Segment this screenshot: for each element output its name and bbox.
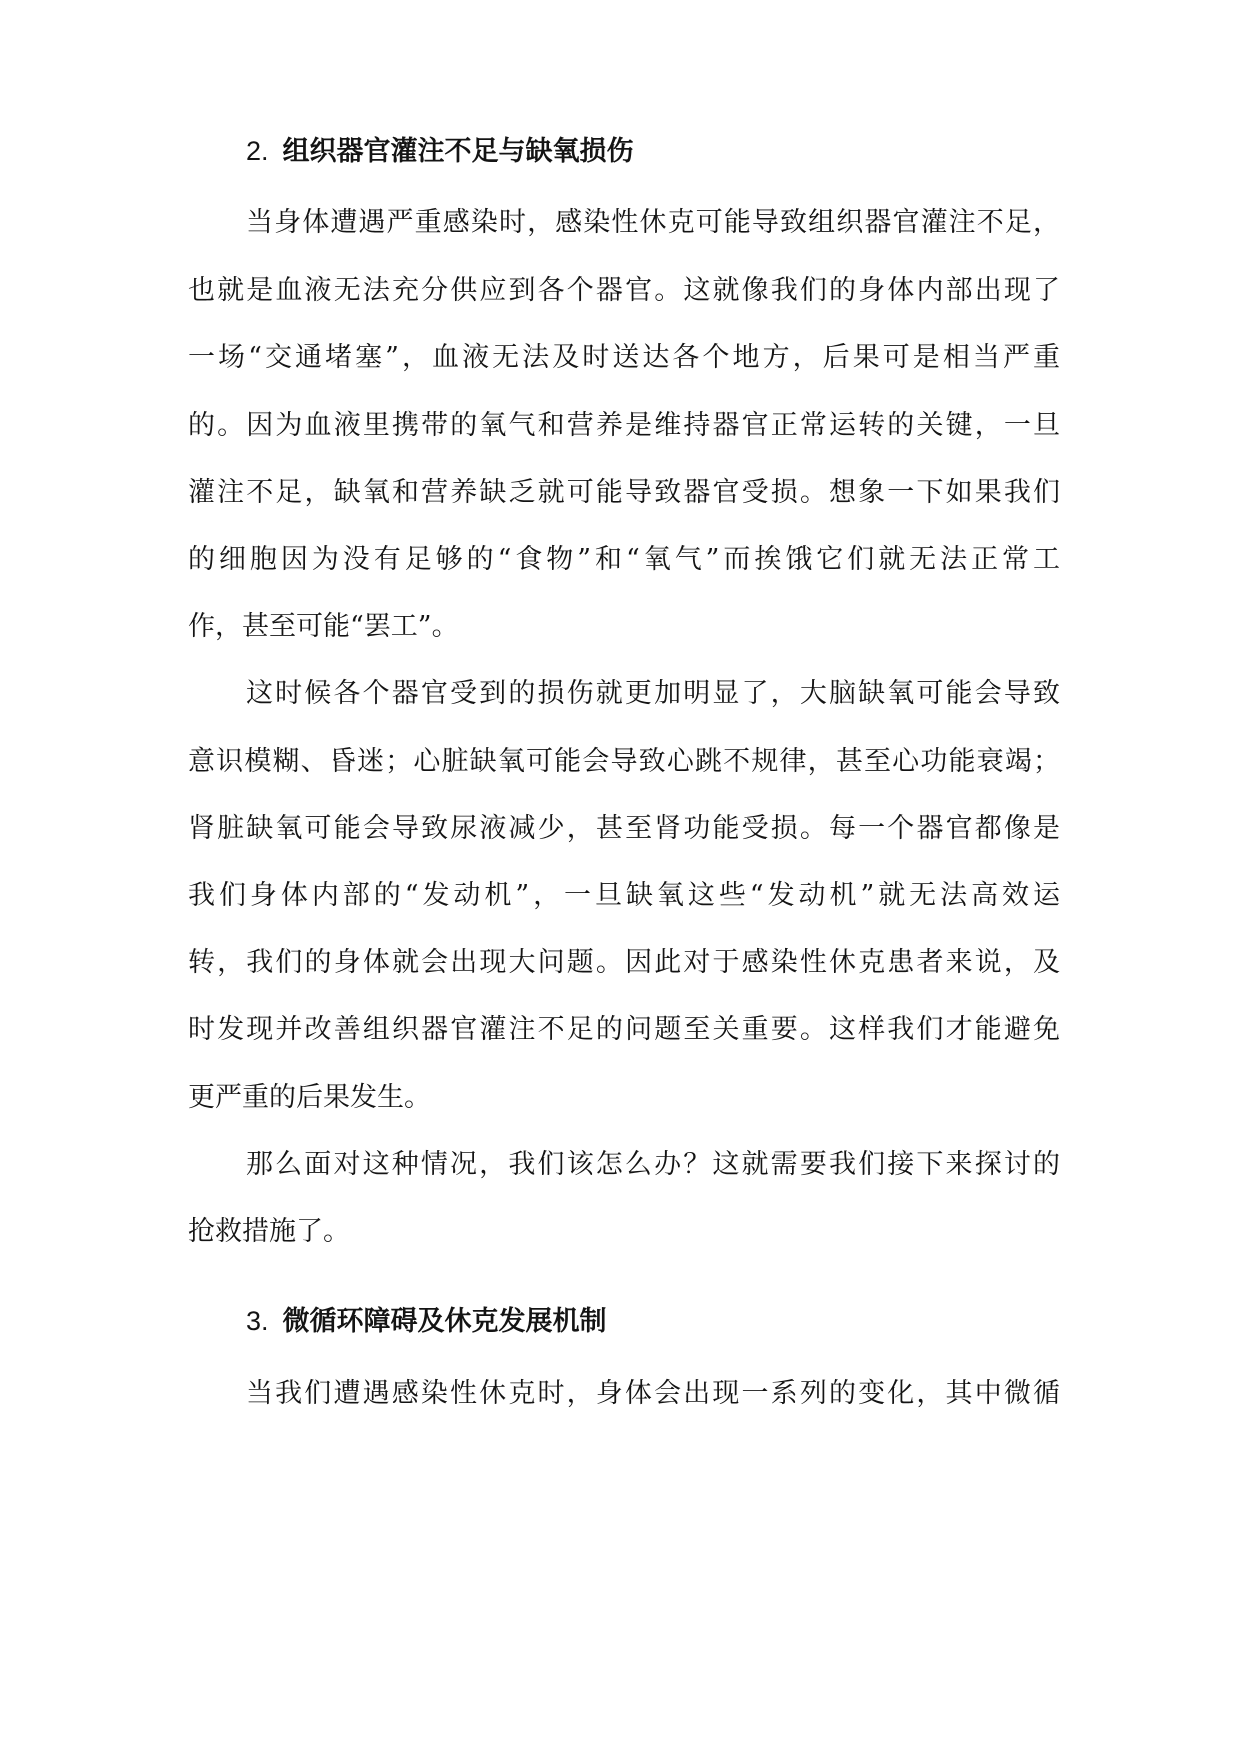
paragraph-line: 一场“交通堵塞”，血液无法及时送达各个地方，后果可是相当严重 [188,342,1060,373]
paragraph-line: 作，甚至可能“罢工”。 [188,611,459,642]
paragraph-line: 那么面对这种情况，我们该怎么办？这就需要我们接下来探讨的 [246,1149,1060,1180]
paragraph-line: 肾脏缺氧可能会导致尿液减少，甚至肾功能受损。每一个器官都像是 [188,813,1060,844]
paragraph-line: 意识模糊、昏迷；心脏缺氧可能会导致心跳不规律，甚至心功能衰竭； [188,746,1060,777]
paragraph-line: 的。因为血液里携带的氧气和营养是维持器官正常运转的关键，一旦 [188,410,1060,441]
paragraph-line: 灌注不足，缺氧和营养缺乏就可能导致器官受损。想象一下如果我们 [188,477,1060,508]
paragraph-line: 时发现并改善组织器官灌注不足的问题至关重要。这样我们才能避免 [188,1014,1060,1045]
paragraph-line: 当身体遭遇严重感染时，感染性休克可能导致组织器官灌注不足， [246,207,1060,238]
section-heading [246,1301,607,1342]
paragraph-line: 这时候各个器官受到的损伤就更加明显了，大脑缺氧可能会导致 [246,678,1060,709]
section-title: 组织器官灌注不足与缺氧损伤 [282,136,634,167]
section-heading [246,131,634,172]
section-number: 2. [246,136,269,166]
paragraph-line: 也就是血液无法充分供应到各个器官。这就像我们的身体内部出现了 [188,275,1060,306]
paragraph-line: 转，我们的身体就会出现大问题。因此对于感染性休克患者来说，及 [188,947,1060,978]
section-title: 微循环障碍及休克发展机制 [282,1306,607,1337]
paragraph-line: 的细胞因为没有足够的“食物”和“氧气”而挨饿它们就无法正常工 [188,544,1060,575]
paragraph-line: 更严重的后果发生。 [188,1082,431,1113]
section-number: 3. [246,1306,269,1336]
paragraph-line: 我们身体内部的“发动机”，一旦缺氧这些“发动机”就无法高效运 [188,880,1060,911]
paragraph-line: 抢救措施了。 [188,1216,350,1247]
paragraph-line: 当我们遭遇感染性休克时，身体会出现一系列的变化，其中微循 [246,1378,1060,1409]
